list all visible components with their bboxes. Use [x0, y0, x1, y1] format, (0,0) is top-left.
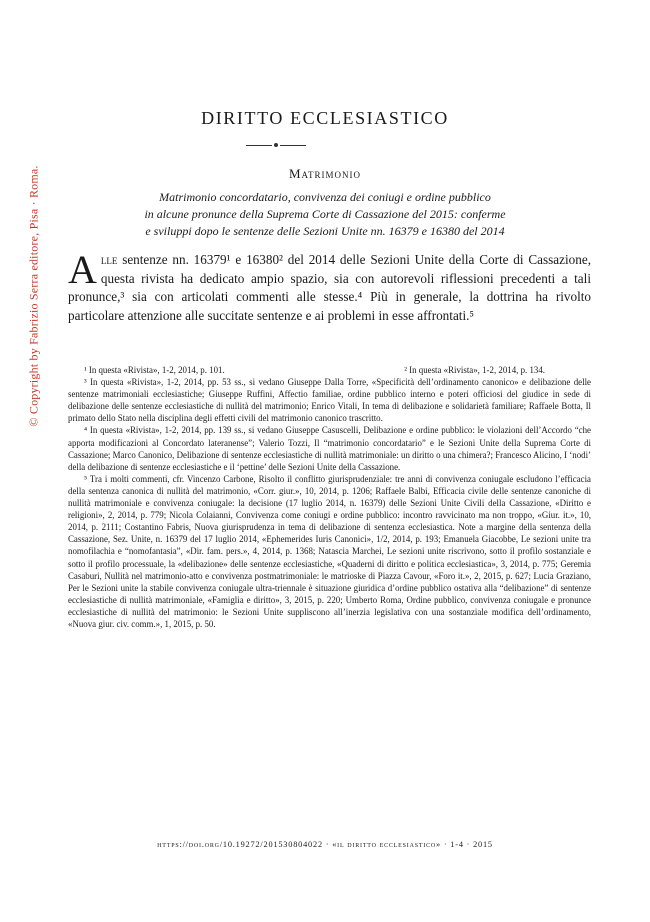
drop-cap: A — [68, 247, 97, 292]
intro-paragraph — [68, 247, 591, 325]
title-ornament — [246, 141, 306, 151]
footnote-4: ⁴ In questa «Rivista», 1-2, 2014, pp. 139 ss., si vedano Giuseppe Casuscelli, Delibazione e ordine pubblico: le violazioni dell’Accordo “che apporta modificazioni al Concordato lateranense”; Valerio Tozzi, Il “matrimonio concordatario” e le Sezioni Unite della Suprema Corte di Cassazione; Marco Canonico, Delibazione di sentenze ecclesiastiche di nullità matrimoniale: un diritto o una chimera?; Francesco Alicino, I ‘nodi’ della delibazione di sentenze ecclesiastiche e il ‘pettine’ delle Sezioni Unite della Cassazione. — [68, 425, 591, 472]
footnotes — [68, 364, 591, 630]
page-footer: https://doi.org/10.19272/201530804022 · «il diritto ecclesiastico» · 1-4 · 2015 — [157, 840, 493, 849]
copyright-notice: © Copyright by Fabrizio Serra editore, Pisa · Roma. — [26, 165, 41, 427]
subtitle-line-2: in alcune pronunce della Suprema Corte di Cassazione del 2015: conferme — [144, 207, 506, 221]
footnote-row-1-2 — [68, 364, 591, 376]
footnote-5: ⁵ Tra i molti commenti, cfr. Vincenzo Carbone, Risolto il conflitto giurisprudenziale: tre anni di convivenza coniugale escludono l’efficacia della sentenza canonica di nullità del matrimonio, «Corr. giur.», 10, 2014, p. 1206; Raffaele Balbi, Efficacia civile delle sentenze canoniche di nullità matrimoniale e convivenza coniugale: la decisione (17 luglio 2014, n. 16379) delle Sezioni Unite Civili della Cassazione, «Diritto e religioni», 2, 2014, p. 779; Nicola Colaianni, Convivenza come coniugi e ordine pubblico: incontro ravvicinato ma non troppo, «Giur. it.», 10, 2014, p. 2111; Costantino Fabris, Nuova giurisprudenza in tema di delibazione di sentenza ecclesiastica. Note a margine della sentenza della Cassazione, Sez. Unite, n. 16379 del 17 luglio 2014, «Ephemerides Iuris Canonici», 1/2, 2014, p. 193; Emanuela Giacobbe, Le sezioni unite tra nomofilachia e “nomofantasia”, «Dir. fam. pers.», 4, 2014, p. 1368; Natascia Marchei, Le sezioni unite riscrivono, sotto il profilo sostanziale e sotto il profilo processuale, la «delibazione» delle sentenze ecclesiastiche, «Quaderni di diritto e politica ecclesiastica», 3, 2014, p. 775; Geremia Casaburi, Nullità nel matrimonio-atto e convivenza postmatrimoniale: le matrioske di Piazza Cavour, «Foro it.», 2, 2015, p. 627; Lucia Graziano, Per le Sezioni unite la stabile convivenza coniugale ultra-triennale è situazione giuridica d’ordine pubblico ostativa alla “delibazione” di sentenze ecclesiastiche di nullità matrimoniale, «Famiglia e diritto», 3, 2015, p. 220; Umberto Roma, Ordine pubblico, convivenza coniugale e pronunce ecclesiastiche di nullità del matrimonio: le Sezioni Unite suppliscono all’inerzia legislativa con una sostanziale modifica dell’ordinamento, «Nuova giur. civ. comm.», 1, 2015, p. 50. — [68, 473, 591, 629]
subtitle-line-3: e sviluppi dopo le sentenze delle Sezioni Unite nn. 16379 e 16380 del 2014 — [145, 224, 505, 238]
journal-section-title: DIRITTO ECCLESIASTICO — [201, 108, 449, 128]
intro-body: sentenze nn. 16379¹ e 16380² del 2014 delle Sezioni Unite della Corte di Cassazione, questa rivista ha dedicato ampio spazio, sia con autorevoli riflessioni precedenti a tali pronunce,³ sia con articolati commenti alle stesse.⁴ Più in generale, la dottrina ha rivolto particolare attenzione alle succitate sentenze e ai problemi in esse affrontati.⁵ — [68, 252, 591, 323]
footnote-3: ³ In questa «Rivista», 1-2, 2014, pp. 53 ss., si vedano Giuseppe Dalla Torre, «Specificità dell’ordinamento canonico» e delibazione delle sentenze matrimoniali ecclesiastiche; Giuseppe Ruffini, Affectio familiae, ordine pubblico interno e poteri officiosi del giudice in sede di delibazione delle sentenze ecclesiastiche di nullità del matrimonio; Enrico Vitali, In tema di delibazione e solidarietà familiare; Raffaele Botta, Il primato dello Stato nella disciplina degli effetti civili del matrimonio canonico trascritto. — [68, 377, 591, 424]
section-heading: Matrimonio — [288, 166, 362, 181]
footnote-2: ² In questa «Rivista», 1-2, 2014, p. 134. — [404, 365, 545, 375]
footnote-1: ¹ In questa «Rivista», 1-2, 2014, p. 101. — [84, 365, 225, 375]
article-subtitle — [80, 189, 570, 240]
subtitle-line-1: Matrimonio concordatario, convivenza dei coniugi e ordine pubblico — [159, 190, 491, 204]
intro-lead: lle — [100, 252, 118, 267]
